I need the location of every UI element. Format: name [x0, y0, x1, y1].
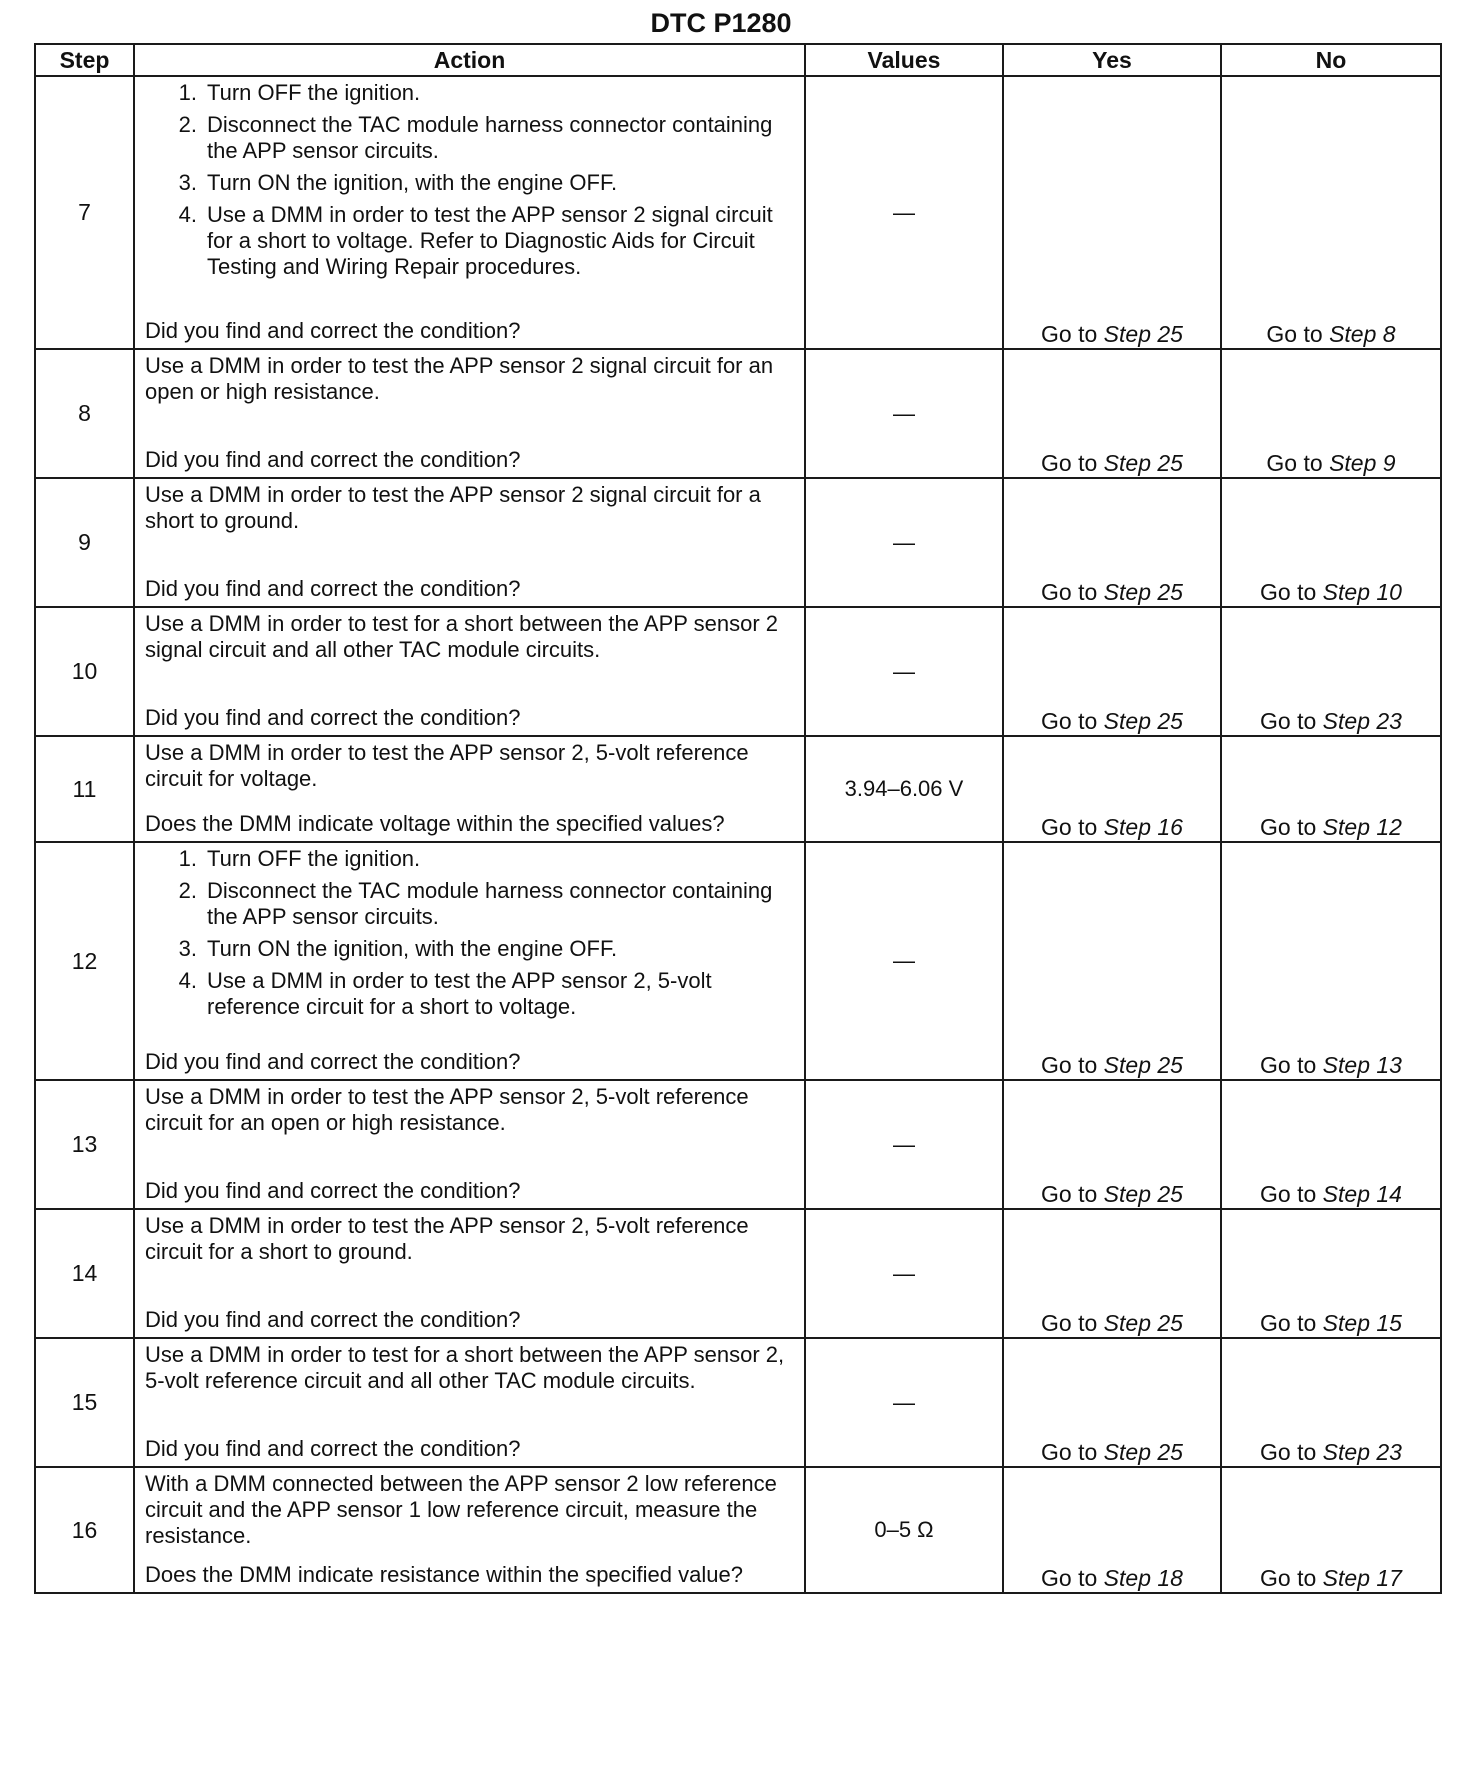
action-question: Did you find and correct the condition? [145, 576, 521, 601]
list-item [145, 968, 794, 1020]
yes-step-link[interactable]: Step 16 [1103, 814, 1183, 840]
values-cell: — [805, 1209, 1003, 1338]
action-cell [134, 607, 805, 736]
no-goto-label: Go to [1260, 1439, 1317, 1465]
no-step-link[interactable]: Step 15 [1322, 1310, 1402, 1336]
yes-cell [1003, 1209, 1221, 1338]
action-cell [134, 842, 805, 1080]
action-content [135, 350, 804, 477]
action-cell [134, 1467, 805, 1593]
values-cell: — [805, 478, 1003, 607]
action-text: Use a DMM in order to test the APP sensor 2, 5-volt reference circuit for voltage. [145, 740, 749, 791]
action-question: Does the DMM indicate voltage within the specified values? [145, 811, 725, 836]
action-body [145, 611, 794, 663]
action-cell [134, 1080, 805, 1209]
no-goto-label: Go to [1260, 1310, 1317, 1336]
action-body [145, 353, 794, 405]
action-text: Use a DMM in order to test the APP sensor 2, 5-volt reference circuit for a short to ground. [145, 1213, 749, 1264]
step-number: 7 [35, 76, 134, 349]
action-question: Did you find and correct the condition? [145, 1307, 521, 1332]
action-text: Use a DMM in order to test for a short between the APP sensor 2, 5-volt reference circuit and all other TAC module circuits. [145, 1342, 785, 1393]
list-item-number: 4. [178, 202, 197, 227]
action-content [135, 77, 804, 348]
yes-goto-label: Go to [1041, 1565, 1098, 1591]
list-item [145, 80, 794, 106]
values-cell: 3.94–6.06 V [805, 736, 1003, 842]
no-step-link[interactable]: Step 9 [1329, 450, 1396, 476]
list-item [145, 936, 794, 962]
action-content [135, 608, 804, 735]
no-goto-label: Go to [1260, 1181, 1317, 1207]
header-action: Action [134, 44, 805, 76]
no-step-link[interactable]: Step 10 [1322, 579, 1402, 605]
no-cell [1221, 1209, 1441, 1338]
action-text: Use a DMM in order to test the APP sensor 2 signal circuit for a short to ground. [145, 482, 761, 533]
yes-cell [1003, 607, 1221, 736]
yes-goto-label: Go to [1041, 579, 1098, 605]
action-content [135, 1468, 804, 1592]
header-step: Step [35, 44, 134, 76]
action-content [135, 1339, 804, 1466]
action-question: Did you find and correct the condition? [145, 447, 521, 472]
yes-step-link[interactable]: Step 25 [1103, 321, 1183, 347]
yes-cell [1003, 349, 1221, 478]
action-body [145, 1471, 794, 1549]
table-row [35, 607, 1441, 736]
step-number: 16 [35, 1467, 134, 1593]
list-item-number: 3. [178, 170, 197, 195]
action-body [145, 740, 794, 792]
step-number: 10 [35, 607, 134, 736]
action-body [145, 1342, 794, 1394]
step-number: 14 [35, 1209, 134, 1338]
list-item-text: Turn ON the ignition, with the engine OFF. [207, 170, 618, 195]
step-number: 12 [35, 842, 134, 1080]
yes-cell [1003, 76, 1221, 349]
list-item-number: 3. [178, 936, 197, 961]
no-step-link[interactable]: Step 23 [1322, 708, 1402, 734]
action-question: Did you find and correct the condition? [145, 705, 521, 730]
no-goto-label: Go to [1266, 321, 1323, 347]
no-goto-label: Go to [1260, 1052, 1317, 1078]
no-step-link[interactable]: Step 13 [1322, 1052, 1402, 1078]
action-cell [134, 76, 805, 349]
no-goto-label: Go to [1266, 450, 1323, 476]
table-row [35, 736, 1441, 842]
table-row [35, 842, 1441, 1080]
action-body [145, 80, 794, 286]
action-content [135, 479, 804, 606]
yes-goto-label: Go to [1041, 1181, 1098, 1207]
action-question: Did you find and correct the condition? [145, 1436, 521, 1461]
no-cell [1221, 736, 1441, 842]
yes-step-link[interactable]: Step 25 [1103, 1052, 1183, 1078]
yes-goto-label: Go to [1041, 1310, 1098, 1336]
no-cell [1221, 1467, 1441, 1593]
action-text: Use a DMM in order to test for a short between the APP sensor 2 signal circuit and all other TAC module circuits. [145, 611, 779, 662]
yes-step-link[interactable]: Step 25 [1103, 708, 1183, 734]
action-text: Use a DMM in order to test the APP sensor 2 signal circuit for an open or high resistance. [145, 353, 774, 404]
action-step-list [145, 80, 794, 280]
yes-cell [1003, 736, 1221, 842]
yes-step-link[interactable]: Step 25 [1103, 1181, 1183, 1207]
header-no: No [1221, 44, 1441, 76]
yes-goto-label: Go to [1041, 1052, 1098, 1078]
yes-goto-label: Go to [1041, 814, 1098, 840]
values-cell: 0–5 Ω [805, 1467, 1003, 1593]
action-cell [134, 478, 805, 607]
values-cell: — [805, 607, 1003, 736]
list-item-text: Disconnect the TAC module harness connector containing the APP sensor circuits. [207, 112, 773, 163]
action-body [145, 1213, 794, 1265]
step-number: 8 [35, 349, 134, 478]
list-item-text: Use a DMM in order to test the APP sensor 2 signal circuit for a short to voltage. Refer to Diagnostic Aids for Circuit Testing and Wiring Repair procedures. [207, 202, 773, 279]
list-item-text: Use a DMM in order to test the APP sensor 2, 5-volt reference circuit for a short to voltage. [207, 968, 712, 1019]
no-cell [1221, 478, 1441, 607]
values-cell: — [805, 76, 1003, 349]
action-step-list [145, 846, 794, 1020]
action-cell [134, 736, 805, 842]
list-item [145, 878, 794, 930]
no-goto-label: Go to [1260, 814, 1317, 840]
list-item-text: Turn OFF the ignition. [207, 846, 421, 871]
table-row [35, 349, 1441, 478]
no-goto-label: Go to [1260, 708, 1317, 734]
values-cell: — [805, 1338, 1003, 1467]
yes-step-link[interactable]: Step 25 [1103, 1310, 1183, 1336]
list-item-number: 1. [178, 80, 197, 105]
yes-goto-label: Go to [1041, 321, 1098, 347]
no-step-link[interactable]: Step 14 [1322, 1181, 1402, 1207]
list-item-text: Turn ON the ignition, with the engine OFF. [207, 936, 618, 961]
header-values: Values [805, 44, 1003, 76]
yes-cell [1003, 1338, 1221, 1467]
table-row [35, 1080, 1441, 1209]
values-cell: — [805, 842, 1003, 1080]
list-item-number: 2. [178, 878, 197, 903]
page-title: DTC P1280 [650, 8, 792, 38]
step-number: 13 [35, 1080, 134, 1209]
table-row [35, 478, 1441, 607]
step-number: 9 [35, 478, 134, 607]
action-content [135, 843, 804, 1079]
action-question: Did you find and correct the condition? [145, 1178, 521, 1203]
no-cell [1221, 1080, 1441, 1209]
action-text: With a DMM connected between the APP sensor 2 low reference circuit and the APP sensor 1 low reference circuit, measure the resistance. [145, 1471, 777, 1548]
table-row [35, 1338, 1441, 1467]
list-item-text: Turn OFF the ignition. [207, 80, 421, 105]
yes-step-link[interactable]: Step 25 [1103, 450, 1183, 476]
values-cell: — [805, 1080, 1003, 1209]
action-question: Did you find and correct the condition? [145, 1049, 521, 1074]
values-cell: — [805, 349, 1003, 478]
header-yes: Yes [1003, 44, 1221, 76]
action-content [135, 1210, 804, 1337]
yes-step-link[interactable]: Step 25 [1103, 1439, 1183, 1465]
list-item-number: 2. [178, 112, 197, 137]
table-row [35, 1209, 1441, 1338]
step-number: 15 [35, 1338, 134, 1467]
no-cell [1221, 349, 1441, 478]
yes-goto-label: Go to [1041, 450, 1098, 476]
no-cell [1221, 1338, 1441, 1467]
list-item-text: Disconnect the TAC module harness connector containing the APP sensor circuits. [207, 878, 773, 929]
action-cell [134, 349, 805, 478]
yes-cell [1003, 1080, 1221, 1209]
action-body [145, 846, 794, 1026]
list-item [145, 170, 794, 196]
no-cell [1221, 607, 1441, 736]
no-cell [1221, 842, 1441, 1080]
yes-cell [1003, 842, 1221, 1080]
action-content [135, 1081, 804, 1208]
yes-cell [1003, 1467, 1221, 1593]
action-body [145, 1084, 794, 1136]
step-number: 11 [35, 736, 134, 842]
no-step-link[interactable]: Step 8 [1329, 321, 1396, 347]
no-step-link[interactable]: Step 12 [1322, 814, 1402, 840]
list-item-number: 1. [178, 846, 197, 871]
action-question: Does the DMM indicate resistance within the specified value? [145, 1562, 743, 1587]
header-row [35, 44, 1441, 76]
no-goto-label: Go to [1260, 579, 1317, 605]
table-row [35, 1467, 1441, 1593]
yes-cell [1003, 478, 1221, 607]
action-body [145, 482, 794, 534]
action-question: Did you find and correct the condition? [145, 318, 521, 343]
table-row [35, 76, 1441, 349]
list-item [145, 846, 794, 872]
list-item-number: 4. [178, 968, 197, 993]
action-content [135, 737, 804, 841]
no-step-link[interactable]: Step 23 [1322, 1439, 1402, 1465]
no-goto-label: Go to [1260, 1565, 1317, 1591]
action-cell [134, 1209, 805, 1338]
yes-step-link[interactable]: Step 18 [1103, 1565, 1183, 1591]
no-step-link[interactable]: Step 17 [1322, 1565, 1402, 1591]
action-text: Use a DMM in order to test the APP sensor 2, 5-volt reference circuit for an open or high resistance. [145, 1084, 749, 1135]
yes-step-link[interactable]: Step 25 [1103, 579, 1183, 605]
dtc-table [34, 43, 1442, 1594]
list-item [145, 112, 794, 164]
no-cell [1221, 76, 1441, 349]
list-item [145, 202, 794, 280]
action-cell [134, 1338, 805, 1467]
yes-goto-label: Go to [1041, 708, 1098, 734]
yes-goto-label: Go to [1041, 1439, 1098, 1465]
